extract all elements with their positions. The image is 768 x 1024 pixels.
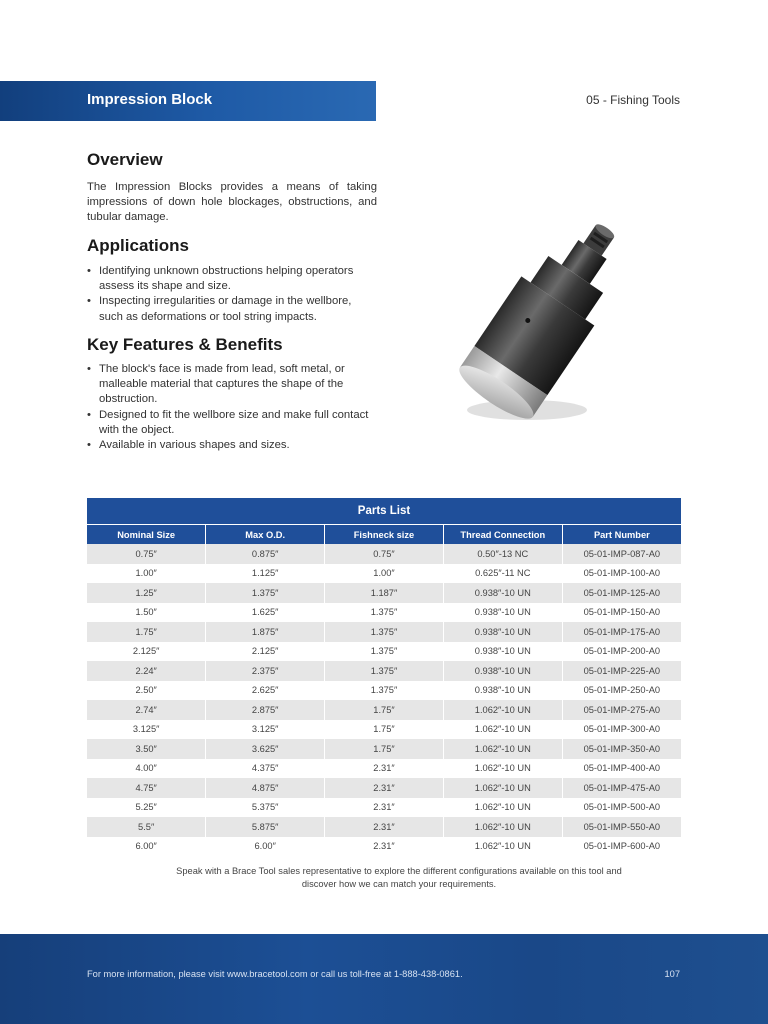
table-cell: 2.50″ xyxy=(87,681,206,701)
list-item: • Identifying unknown obstructions helping operators assess its shape and size. xyxy=(87,264,377,294)
table-cell: 1.875″ xyxy=(206,622,325,642)
table-row xyxy=(87,720,681,740)
table-cell: 05-01-IMP-500-A0 xyxy=(562,798,681,818)
column-header: Nominal Size xyxy=(87,525,206,545)
table-cell: 5.375″ xyxy=(206,798,325,818)
table-cell: 2.125″ xyxy=(206,642,325,662)
footer-band xyxy=(0,934,768,1024)
table-cell: 1.375″ xyxy=(206,583,325,603)
impression-block-image xyxy=(455,205,635,435)
table-cell: 6.00″ xyxy=(87,837,206,857)
table-cell: 3.125″ xyxy=(87,720,206,740)
table-cell: 1.062″-10 UN xyxy=(443,798,562,818)
table-cell: 05-01-IMP-400-A0 xyxy=(562,759,681,779)
table-cell: 0.938″-10 UN xyxy=(443,681,562,701)
table-row xyxy=(87,622,681,642)
table-cell: 2.375″ xyxy=(206,661,325,681)
applications-list xyxy=(87,264,377,325)
table-cell: 1.062″-10 UN xyxy=(443,700,562,720)
table-cell: 1.00″ xyxy=(87,564,206,584)
table-row xyxy=(87,681,681,701)
parts-table xyxy=(87,498,681,856)
table-cell: 2.31″ xyxy=(325,837,444,857)
table-cell: 1.75″ xyxy=(325,739,444,759)
table-header-row xyxy=(87,525,681,545)
table-cell: 1.00″ xyxy=(325,564,444,584)
table-cell: 1.75″ xyxy=(87,622,206,642)
list-item: • Designed to fit the wellbore size and make full contact with the object. xyxy=(87,408,377,438)
table-cell: 1.062″-10 UN xyxy=(443,778,562,798)
table-cell: 1.75″ xyxy=(325,720,444,740)
table-cell: 1.375″ xyxy=(325,642,444,662)
table-cell: 5.5″ xyxy=(87,817,206,837)
table-cell: 1.125″ xyxy=(206,564,325,584)
table-cell: 3.125″ xyxy=(206,720,325,740)
table-cell: 0.938″-10 UN xyxy=(443,622,562,642)
table-row xyxy=(87,817,681,837)
table-cell: 05-01-IMP-300-A0 xyxy=(562,720,681,740)
table-cell: 05-01-IMP-250-A0 xyxy=(562,681,681,701)
column-header: Thread Connection xyxy=(443,525,562,545)
features-list xyxy=(87,362,377,453)
table-cell: 4.875″ xyxy=(206,778,325,798)
table-cell: 05-01-IMP-175-A0 xyxy=(562,622,681,642)
table-cell: 1.062″-10 UN xyxy=(443,739,562,759)
table-cell: 1.50″ xyxy=(87,603,206,623)
table-cell: 05-01-IMP-150-A0 xyxy=(562,603,681,623)
table-cell: 3.625″ xyxy=(206,739,325,759)
table-row xyxy=(87,642,681,662)
overview-heading: Overview xyxy=(87,150,163,169)
table-cell: 5.875″ xyxy=(206,817,325,837)
table-cell: 05-01-IMP-600-A0 xyxy=(562,837,681,857)
overview-text: The Impression Blocks provides a means of taking impressions of down hole blockages, obstructions, and tubular damage. xyxy=(87,181,377,224)
table-cell: 2.31″ xyxy=(325,817,444,837)
table-cell: 0.75″ xyxy=(87,544,206,564)
table-cell: 05-01-IMP-475-A0 xyxy=(562,778,681,798)
list-item: • The block's face is made from lead, soft metal, or malleable material that captures the shape of the obstruction. xyxy=(87,362,377,408)
table-cell: 2.625″ xyxy=(206,681,325,701)
table-cell: 2.24″ xyxy=(87,661,206,681)
table-cell: 1.375″ xyxy=(325,681,444,701)
table-cell: 1.625″ xyxy=(206,603,325,623)
table-cell: 05-01-IMP-225-A0 xyxy=(562,661,681,681)
table-cell: 1.25″ xyxy=(87,583,206,603)
table-cell: 05-01-IMP-550-A0 xyxy=(562,817,681,837)
features-heading: Key Features & Benefits xyxy=(87,335,283,354)
list-item: • Available in various shapes and sizes. xyxy=(87,438,377,453)
sales-note-line: Speak with a Brace Tool sales representative to explore the different configurations available on this tool and xyxy=(176,866,622,876)
table-cell: 0.875″ xyxy=(206,544,325,564)
column-header: Fishneck size xyxy=(325,525,444,545)
table-cell: 4.75″ xyxy=(87,778,206,798)
table-cell: 2.74″ xyxy=(87,700,206,720)
table-cell: 0.938″-10 UN xyxy=(443,661,562,681)
table-cell: 0.75″ xyxy=(325,544,444,564)
table-cell: 0.938″-10 UN xyxy=(443,642,562,662)
applications-heading: Applications xyxy=(87,236,190,255)
table-row xyxy=(87,798,681,818)
table-cell: 1.375″ xyxy=(325,661,444,681)
table-cell: 1.375″ xyxy=(325,603,444,623)
table-row xyxy=(87,564,681,584)
table-cell: 1.062″-10 UN xyxy=(443,817,562,837)
table-row xyxy=(87,603,681,623)
table-cell: 0.938″-10 UN xyxy=(443,583,562,603)
table-cell: 1.75″ xyxy=(325,700,444,720)
table-cell: 05-01-IMP-200-A0 xyxy=(562,642,681,662)
table-cell: 4.00″ xyxy=(87,759,206,779)
table-cell: 0.938″-10 UN xyxy=(443,603,562,623)
table-cell: 2.31″ xyxy=(325,759,444,779)
table-cell: 0.625″-11 NC xyxy=(443,564,562,584)
page-title: Impression Block xyxy=(87,91,213,108)
table-cell: 3.50″ xyxy=(87,739,206,759)
table-cell: 05-01-IMP-275-A0 xyxy=(562,700,681,720)
table-cell: 2.125″ xyxy=(87,642,206,662)
table-cell: 1.062″-10 UN xyxy=(443,837,562,857)
table-row xyxy=(87,583,681,603)
table-cell: 05-01-IMP-087-A0 xyxy=(562,544,681,564)
table-cell: 05-01-IMP-350-A0 xyxy=(562,739,681,759)
section-label: 05 - Fishing Tools xyxy=(586,93,680,107)
table-cell: 1.062″-10 UN xyxy=(443,759,562,779)
table-row xyxy=(87,778,681,798)
column-header: Part Number xyxy=(562,525,681,545)
table-cell: 05-01-IMP-125-A0 xyxy=(562,583,681,603)
page-number: 107 xyxy=(664,969,680,979)
footer-contact: For more information, please visit www.bracetool.com or call us toll-free at 1-888-438-0861. xyxy=(87,969,463,979)
table-cell: 1.062″-10 UN xyxy=(443,720,562,740)
table-title: Parts List xyxy=(87,498,681,525)
table-cell: 1.375″ xyxy=(325,622,444,642)
table-cell: 5.25″ xyxy=(87,798,206,818)
column-header: Max O.D. xyxy=(206,525,325,545)
table-cell: 6.00″ xyxy=(206,837,325,857)
table-row xyxy=(87,700,681,720)
table-cell: 2.31″ xyxy=(325,798,444,818)
table-cell: 2.31″ xyxy=(325,778,444,798)
table-cell: 0.50″-13 NC xyxy=(443,544,562,564)
table-cell: 05-01-IMP-100-A0 xyxy=(562,564,681,584)
table-cell: 1.187″ xyxy=(325,583,444,603)
list-item: • Inspecting irregularities or damage in the wellbore, such as deformations or tool string impacts. xyxy=(87,294,377,324)
table-row xyxy=(87,739,681,759)
table-row xyxy=(87,759,681,779)
table-row xyxy=(87,837,681,857)
table-cell: 4.375″ xyxy=(206,759,325,779)
table-row xyxy=(87,544,681,564)
sales-note xyxy=(87,865,711,890)
table-row xyxy=(87,661,681,681)
table-cell: 2.875″ xyxy=(206,700,325,720)
sales-note-line: discover how we can match your requirements. xyxy=(301,878,497,889)
